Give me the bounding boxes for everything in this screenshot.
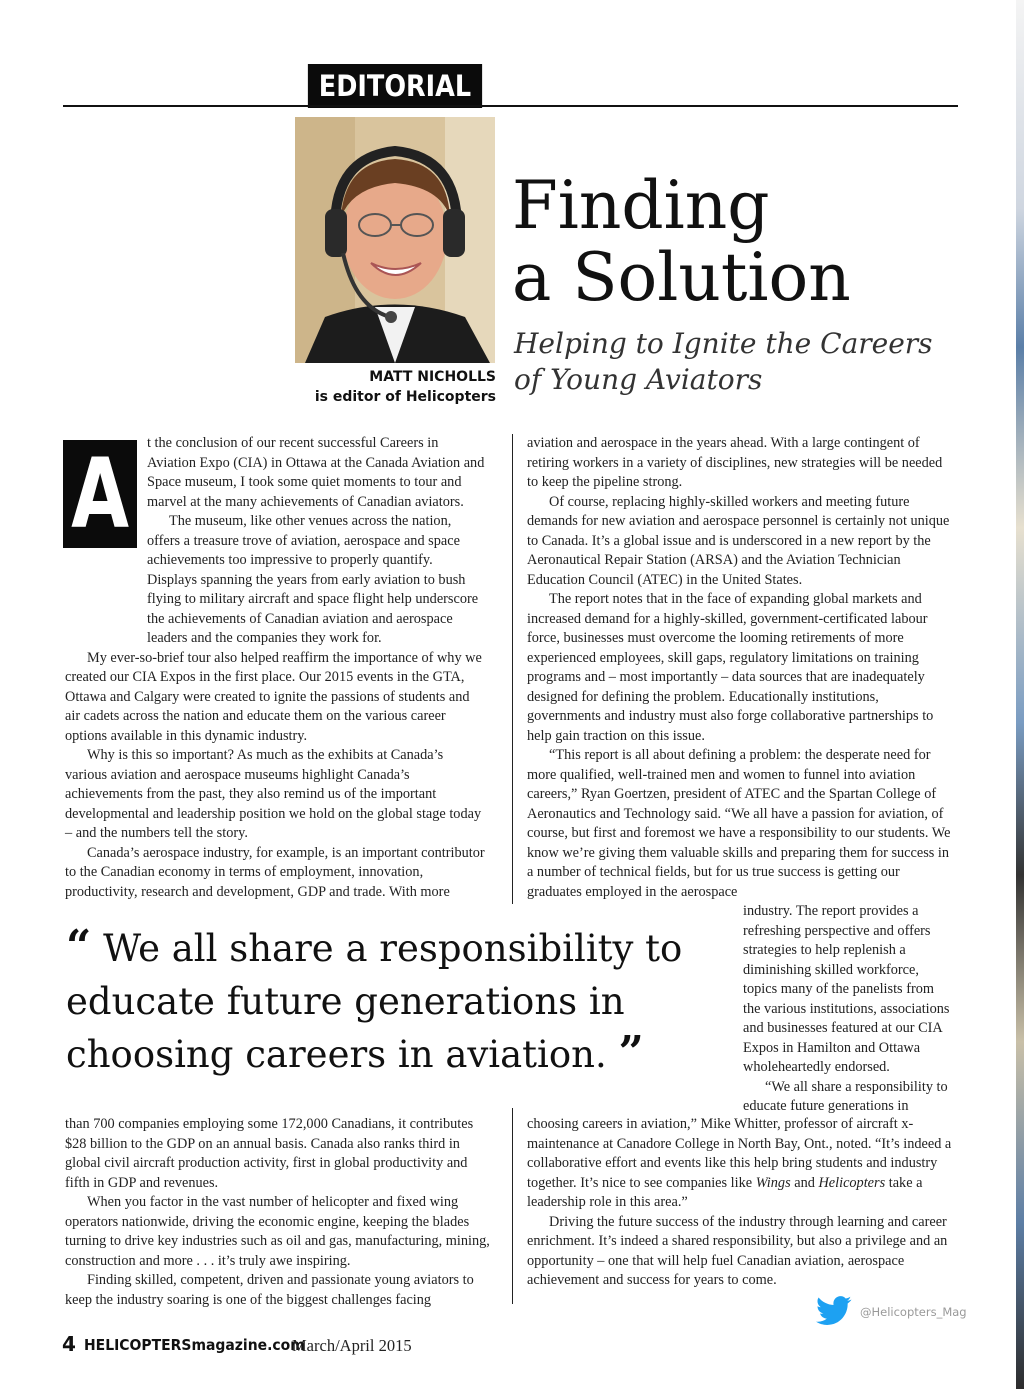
right-column-bottom [527, 1115, 953, 1291]
body-paragraph: than 700 companies employing some 172,000 Canadians, it contributes $28 billion to the GDP on an annual basis. Canada also ranks third in global civil aircraft production activity, first in global productivity and fifth in GDP and revenues. [65, 1116, 474, 1191]
left-column-top [65, 434, 485, 902]
section-rule [63, 105, 958, 107]
issue-date: March/April 2015 [292, 1336, 412, 1355]
pull-quote [66, 922, 726, 1081]
drop-cap-letter: A [71, 438, 130, 550]
left-column-bottom [65, 1115, 490, 1310]
publication-name: Helicopters [818, 1174, 886, 1191]
body-text: take a leadership role in this area.” [527, 1174, 923, 1210]
deck-line-1: Helping to Ignite the Careers [514, 327, 933, 360]
body-paragraph [65, 512, 485, 649]
body-paragraph: Why is this so important? As much as the exhibits at Canada’s various aviation and aerospace museums highlight Canada’s achievements from the past, they also remind us of the important developmental and leadership position we hold on the global stage today – and the numbers tell the story. [65, 747, 482, 841]
section-label: EDITORIAL [308, 64, 482, 108]
open-quote-mark: “ [66, 921, 92, 972]
adjacent-page-edge [1016, 0, 1024, 1389]
body-paragraph-text: The museum, like other venues across the nation, offers a treasure trove of aviation, aerospace and space achievements too impressive to properly quantify. Displays spanning the years from early aviation to bush flying to military aircraft and space flight help underscore the achievements of Canadian aviation and aerospace leaders and the companies they work for. [147, 513, 479, 646]
body-paragraph: My ever-so-brief tour also helped reaffirm the importance of why we created our CIA Expos in the first place. Our 2015 events in the GTA, Ottawa and Calgary were created to ignite the passions of students and air cadets across the nation and educate them on the various career options available in this dynamic industry. [65, 649, 482, 744]
body-paragraph: Finding skilled, competent, driven and passionate young aviators to keep the industry soaring is one of the biggest challenges facing [65, 1272, 474, 1308]
body-paragraph: “This report is all about defining a problem: the desperate need for more qualified, well-trained men and women to funnel into aviation careers,” Ryan Goertzen, president of ATEC and the Spartan College of Aeronautics and Technology said. “We all have a passion for aviation, of course, but first and foremost we have a responsibility to our students. We know we’re giving them valuable skills and preparing them for success in a number of technical fields, but for us true success is getting our graduates employed in the aerospace [527, 747, 951, 900]
headline-line-2: a Solution [512, 239, 851, 316]
publication-name: Wings [755, 1174, 791, 1191]
pull-quote-line-2: educate future generations in [66, 980, 625, 1023]
close-quote-mark: ” [618, 1027, 644, 1078]
body-paragraph: Of course, replacing highly-skilled workers and meeting future demands for new aviation and aerospace personnel is certainly not unique to Canada. It’s a global issue and is underscored in a new report by the Aeronautical Repair Station (ARSA) and the Aviation Technician Education Council (ATEC) in the United States. [527, 493, 950, 588]
body-paragraph: aviation and aerospace in the years ahead. With a large contingent of retiring workers in a variety of disciplines, new strategies will be needed to keep the pipeline strong. [527, 435, 943, 490]
body-paragraph: industry. The report provides a refreshing perspective and offers strategies to help replenish a diminishing skilled workforce, topics many of the panelists from the various institutions, associations and businesses featured at our CIA Expos in Hamilton and Ottawa wholeheartedly endorsed. [743, 903, 950, 1075]
right-column-top [527, 434, 955, 902]
body-paragraph: Driving the future success of the industry through learning and career enrichment. It’s indeed a shared responsibility, but also a privilege and an opportunity – one that will help fuel Canadian aviation, aerospace achievement and success for years to come. [527, 1213, 948, 1288]
deck-line-2: of Young Aviators [514, 363, 763, 396]
author-role: is editor of Helicopters [314, 389, 496, 405]
twitter-handle[interactable]: @Helicopters_Mag [860, 1305, 967, 1319]
author-caption [296, 367, 496, 407]
column-divider-top [512, 434, 513, 904]
pull-quote-line-3: choosing careers in aviation. [66, 1033, 607, 1076]
body-paragraph: The report notes that in the face of expanding global markets and increased demand for a highly-skilled, government-certificated labour force, businesses must overcome the looming retirements of more experienced employees, skill gaps, regulatory limitations on training programs and – most importantly – data sources that are inadequately designed for defining the problem. Educationally institutions, governments and industry must also forge collaborative partnerships to help gain traction on this issue. [527, 591, 934, 744]
deck [514, 326, 984, 398]
author-name: MATT NICHOLLS [369, 369, 496, 385]
column-divider-bottom [512, 1108, 513, 1304]
twitter-bird-icon[interactable] [816, 1296, 852, 1326]
body-paragraph: Canada’s aerospace industry, for example, is an important contributor to the Canadian economy in terms of employment, innovation, productivity, research and development, GDP and trade. With more [65, 844, 485, 900]
headline [512, 167, 982, 316]
pull-quote-line-1: We all share a responsibility to [103, 927, 683, 970]
body-paragraph: “We all share a responsibility to educate future generations in [743, 1078, 948, 1114]
author-portrait [295, 117, 495, 363]
headline-line-1: Finding [512, 167, 770, 244]
magazine-website[interactable]: HELICOPTERSmagazine.com [84, 1336, 305, 1354]
page-number: 4 [62, 1332, 76, 1356]
right-column-narrow [743, 902, 955, 1117]
body-text: choosing careers in aviation,” Mike Whitter, professor of aircraft x-maintenance at Canadore College in North Bay, Ont., noted. “It’s indeed a collaborative effort and events like this help bring students and industry together. It’s nice to see companies like [527, 1116, 952, 1191]
body-paragraph [527, 1115, 953, 1213]
body-paragraph: When you factor in the vast number of helicopter and fixed wing operators nationwide, driving the economic engine, keeping the blades turning to drive key industries such as oil and gas, manufacturing, mining, construction and more . . . it’s truly awe inspiring. [65, 1194, 490, 1269]
body-text: and [790, 1174, 819, 1191]
body-paragraph: t the conclusion of our recent successful Careers in Aviation Expo (CIA) in Ottawa at the Canada Aviation and Space museum, I took some quiet moments to tour and marvel at the many achievements of Canadian aviators. [147, 435, 485, 510]
